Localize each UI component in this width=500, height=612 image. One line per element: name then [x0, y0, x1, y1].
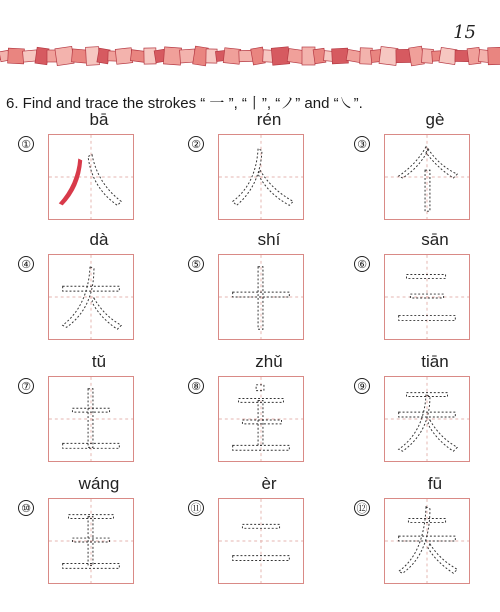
- tracing-box[interactable]: [218, 498, 304, 584]
- exercise-item: [336, 230, 496, 356]
- exercise-item: [170, 230, 330, 356]
- exercise-item: [0, 352, 160, 478]
- tracing-box[interactable]: [384, 376, 470, 462]
- item-number: ⑧: [188, 378, 204, 394]
- character-trace: [219, 255, 303, 339]
- tracing-box[interactable]: [48, 498, 134, 584]
- item-pinyin: zhǔ: [255, 352, 283, 371]
- item-number: ⑩: [18, 500, 34, 516]
- item-number: ②: [188, 136, 204, 152]
- character-trace: [49, 135, 133, 219]
- item-pinyin: rén: [256, 110, 282, 129]
- highlighted-stroke: [59, 158, 82, 205]
- item-number: ⑨: [354, 378, 370, 394]
- character-trace: [49, 499, 133, 583]
- tracing-box[interactable]: [218, 376, 304, 462]
- item-number: ⑪: [188, 500, 204, 516]
- page-number: 15: [453, 22, 476, 43]
- character-trace: [385, 499, 469, 583]
- tracing-box[interactable]: [48, 376, 134, 462]
- tracing-box[interactable]: [384, 498, 470, 584]
- item-number: ④: [18, 256, 34, 272]
- character-trace: [49, 255, 133, 339]
- exercise-item: [336, 474, 496, 600]
- character-trace: [385, 135, 469, 219]
- character-trace: [219, 135, 303, 219]
- exercise-item: [336, 352, 496, 478]
- tracing-box[interactable]: [48, 254, 134, 340]
- exercise-item: [170, 110, 330, 236]
- item-number: ③: [354, 136, 370, 152]
- item-number: ⑫: [354, 500, 370, 516]
- item-pinyin: bā: [89, 110, 109, 129]
- item-pinyin: tǔ: [91, 352, 107, 371]
- tracing-box[interactable]: [218, 134, 304, 220]
- item-pinyin: gè: [425, 110, 445, 129]
- item-pinyin: shí: [257, 230, 281, 249]
- item-pinyin: fū: [427, 474, 443, 493]
- exercise-item: [170, 474, 330, 600]
- exercise-item: [170, 352, 330, 478]
- tracing-box[interactable]: [218, 254, 304, 340]
- item-number: ⑤: [188, 256, 204, 272]
- item-number: ①: [18, 136, 34, 152]
- exercise-item: [0, 230, 160, 356]
- trace-stroke: [88, 155, 121, 206]
- character-trace: [385, 377, 469, 461]
- character-trace: [219, 499, 303, 583]
- item-pinyin: wáng: [78, 474, 120, 493]
- exercise-instruction: 6. Find and trace the strokes “ 一 ”, “丨”, “ノ” and “㇏”.: [6, 95, 363, 112]
- item-pinyin: sān: [421, 230, 449, 249]
- item-pinyin: dà: [89, 230, 109, 249]
- item-pinyin: tiān: [421, 352, 449, 371]
- exercise-item: [0, 474, 160, 600]
- item-number: ⑦: [18, 378, 34, 394]
- character-trace: [385, 255, 469, 339]
- item-pinyin: èr: [261, 474, 277, 493]
- exercise-item: [336, 110, 496, 236]
- tracing-box[interactable]: [48, 134, 134, 220]
- tracing-box[interactable]: [384, 134, 470, 220]
- exercise-item: [0, 110, 160, 236]
- item-number: ⑥: [354, 256, 370, 272]
- character-trace: [49, 377, 133, 461]
- character-trace: [219, 377, 303, 461]
- tracing-box[interactable]: [384, 254, 470, 340]
